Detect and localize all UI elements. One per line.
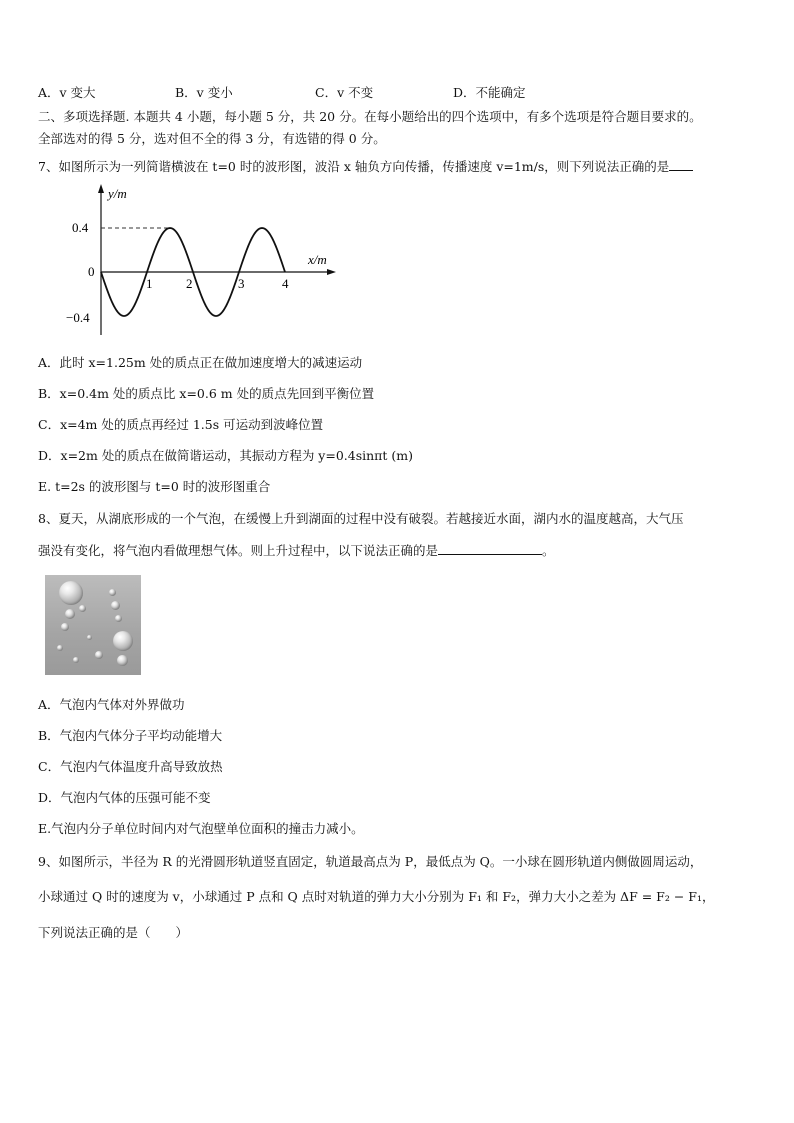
x-tick-2: 2 [186,276,193,291]
y-tick-min: −0.4 [66,310,90,325]
y-axis-arrow [98,184,104,193]
bubble [111,601,120,610]
q7-stem: 7、如图所示为一列简谐横波在 t=0 时的波形图，波沿 x 轴负方向传播，传播速度 v=1m/s，则下列说法正确的是 [38,157,693,176]
bubble-large-top [59,581,83,605]
y-tick-max: 0.4 [72,220,89,235]
q9-stem-line1: 9、如图所示，半径为 R 的光滑圆形轨道竖直固定，轨道最高点为 P，最低点为 Q。一小球在圆形轨道内侧做圆周运动， [38,854,703,869]
wave-graph [60,180,350,340]
q6-option-b: B．v 变小 [175,85,233,100]
bubble [79,605,86,612]
q7-option-e: E. t=2s 的波形图与 t=0 时的波形图重合 [38,479,271,494]
bubble-large-bottom [113,631,133,651]
y-tick-zero: 0 [88,264,95,279]
section-heading-line1: 二、多项选择题. 本题共 4 小题，每小题 5 分，共 20 分。在每小题给出的四个选项中，有多个选项是符合题目要求的。 [38,109,702,124]
q8-stem-line1: 8、夏天，从湖底形成的一个气泡，在缓慢上升到湖面的过程中没有破裂。若越接近水面，湖内水的温度越高，大气压 [38,511,684,526]
q8-option-b: B．气泡内气体分子平均动能增大 [38,728,223,743]
x-tick-1: 1 [146,276,153,291]
x-tick-3: 3 [238,276,245,291]
bubble [95,651,103,659]
answer-blank [669,157,693,171]
bubble [87,635,92,640]
q8-option-a: A．气泡内气体对外界做功 [38,697,185,712]
bubble [109,589,116,596]
q8-option-e: E.气泡内分子单位时间内对气泡壁单位面积的撞击力减小。 [38,821,364,836]
q7-option-d: D．x=2m 处的质点在做简谐运动，其振动方程为 y=0.4sinπt (m) [38,448,413,463]
x-tick-4: 4 [282,276,289,291]
bubbles-image [45,575,141,675]
bubble [57,645,63,651]
bubble [117,655,128,666]
y-axis-label: y/m [108,186,127,201]
q6-options-row [38,83,758,101]
q6-option-d: D．不能确定 [453,85,526,100]
q8-stem-line2: 强没有变化，将气泡内看做理想气体。则上升过程中，以下说法正确的是 。 [38,543,555,558]
q6-option-a: A．v 变大 [38,85,96,100]
answer-blank [438,541,542,555]
bubble [115,615,122,622]
bubble [73,657,79,663]
section-heading-line2: 全部选对的得 5 分，选对但不全的得 3 分，有选错的得 0 分。 [38,131,386,146]
x-axis-arrow [327,269,336,275]
x-axis-label: x/m [308,252,327,267]
q7-option-a: A．此时 x=1.25m 处的质点正在做加速度增大的减速运动 [38,355,363,370]
bubble [65,609,75,619]
q9-stem-line2: 小球通过 Q 时的速度为 v，小球通过 P 点和 Q 点时对轨道的弹力大小分别为 F₁ 和 F₂，弹力大小之差为 ΔF = F₂ − F₁， [38,889,715,904]
q8-option-c: C．气泡内气体温度升高导致放热 [38,759,223,774]
q8-option-d: D．气泡内气体的压强可能不变 [38,790,211,805]
q6-option-c: C．v 不变 [315,85,374,100]
bubble [61,623,69,631]
q7-option-b: B．x=0.4m 处的质点比 x=0.6 m 处的质点先回到平衡位置 [38,386,375,401]
q7-option-c: C．x=4m 处的质点再经过 1.5s 可运动到波峰位置 [38,417,324,432]
q9-stem-line3: 下列说法正确的是（ ） [38,925,189,940]
